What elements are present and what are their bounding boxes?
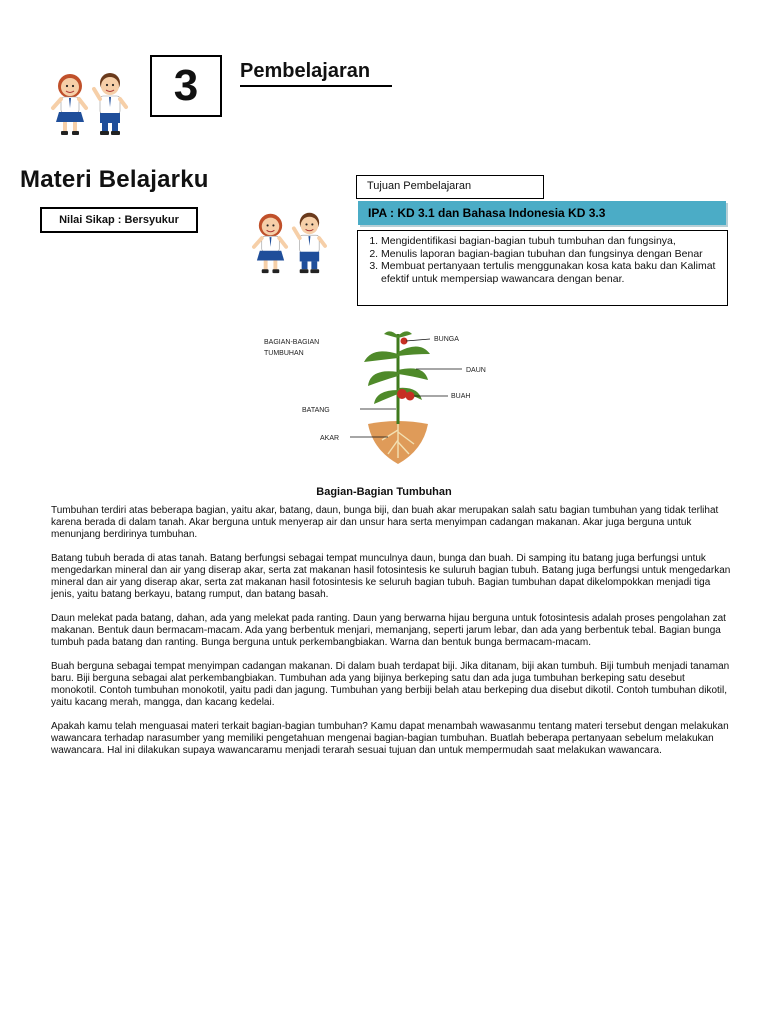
boy-figure — [94, 73, 126, 135]
label-akar: AKAR — [320, 435, 340, 442]
label-bunga: BUNGA — [434, 336, 459, 343]
objective-item: 2. Menulis laporan bagian-bagian tubuhan dan fungsinya dengan Benar — [381, 248, 721, 261]
fruit — [397, 389, 407, 399]
attitude-value-box — [40, 207, 198, 233]
lesson-number-box — [150, 55, 222, 117]
diagram-title-line1: BAGIAN-BAGIAN — [264, 339, 320, 346]
students-illustration — [44, 66, 134, 140]
competency-bar — [358, 201, 726, 225]
objective-item: 1. Mengidentifikasi bagian-bagian tubuh tumbuhan dan fungsinya, — [381, 235, 721, 248]
paragraph: Apakah kamu telah menguasai materi terkait bagian-bagian tumbuhan? Kamu dapat menambah wawasanmu tentang materi tersebut dengan melakukan wawancara terhadap narasumber yang memiliki pengetahuan mengenai bagian-bagian tumbuhan. Buatlah beberapa pertanyaan sebelum melakukan wawancara. Hal ini dilakukan supaya wawancaramu menjadi terarah sesuai tujuan dan untuk mempermudah saat melakukan wawancara. — [51, 721, 729, 756]
diagram-caption: Bagian-Bagian Tumbuhan — [316, 486, 452, 498]
page-title: Materi Belajarku — [20, 166, 209, 193]
attitude-value-label: Nilai Sikap : Bersyukur — [59, 214, 179, 226]
diagram-title-line2: TUMBUHAN — [264, 350, 304, 357]
article-body — [51, 505, 731, 769]
paragraph: Batang tubuh berada di atas tanah. Batang berfungsi sebagai tempat munculnya daun, bunga dan buah. Di samping itu batang juga berfungsi untuk mengedarkan mineral dan air yang diserap akar, serta zat makanan hasil fotosintesis ke suluruh bagian tubuh. Batang juga berfungsi untuk mengedarkan mineral dan air yang diserap akar, serta zat makanan hasil fotosintesis ke seluruh bagian tubuh. Bagian tumbuhan dapat dikelompokkan menjadi tiga jenis, yaitu batang berkayu, batang rumput, dan batang basah. — [51, 553, 731, 600]
lesson-title: Pembelajaran — [240, 60, 392, 87]
paragraph: Daun melekat pada batang, dahan, ada yang melekat pada ranting. Daun yang berwarna hijau berguna untuk fotosintesis adalah proses pengolahan zat makanan. Bentuk daun bermacam-macam. Ada yang berbentuk menjari, memanjang, seperti jarum lebar, dan ada yang berbentuk tebal. Bagian bunga tumbuh pada batang dan ranting. Bunga berguna untuk perkembangbiakan. Warna dan bentuk bunga bermacam-macam. — [51, 613, 726, 648]
label-batang: BATANG — [302, 407, 330, 414]
objectives-heading-box — [356, 175, 544, 199]
objectives-list — [367, 235, 721, 285]
fruit — [406, 392, 415, 401]
boy-figure — [294, 213, 325, 273]
competency-label: IPA : KD 3.1 dan Bahasa Indonesia KD 3.3 — [368, 206, 606, 220]
lesson-number: 3 — [173, 61, 199, 110]
students-illustration-small — [244, 206, 334, 278]
plant-parts-diagram — [258, 326, 508, 468]
label-daun: DAUN — [466, 367, 486, 374]
paragraph: Tumbuhan terdiri atas beberapa bagian, yaitu akar, batang, daun, bunga biji, dan buah akar merupakan salah satu bagian tumbuhan yang tidak terlihat karena berada di dalam tanah. Akar berguna untuk menyerap air dan unsur hara serta menyimpan cadangan makanan. Akar juga berguna untuk menunjang berdirinya tumbuhan. — [51, 505, 719, 540]
objectives-heading: Tujuan Pembelajaran — [367, 180, 472, 192]
label-buah: BUAH — [451, 393, 471, 400]
objectives-list-box — [357, 230, 728, 306]
girl-figure — [254, 214, 286, 273]
girl-figure — [53, 74, 86, 135]
paragraph: Buah berguna sebagai tempat menyimpan cadangan makanan. Di dalam buah terdapat biji. Jika ditanam, biji akan tumbuh. Biji tumbuh menjadi tanaman baru. Biji berguna sebagai alat perkembangbiakan. Tumbuhan ada yang bijinya berkeping satu dan ada juga tumbuhan berkeping satu desebut monokotil. Contoh tumbuhan monokotil, yaitu padi dan jagung. Tumbuhan yang berbiji belah atau berkeping dua disebut dikotil. Contoh tumbuhan dikotil, yaitu kacang merah, mangga, dan kacang kedelai. — [51, 661, 730, 708]
objective-item: 3. Membuat pertanyaan tertulis menggunakan kosa kata baku dan Kalimat efektif untuk mempersiap wawancara dengan benar. — [381, 260, 721, 285]
